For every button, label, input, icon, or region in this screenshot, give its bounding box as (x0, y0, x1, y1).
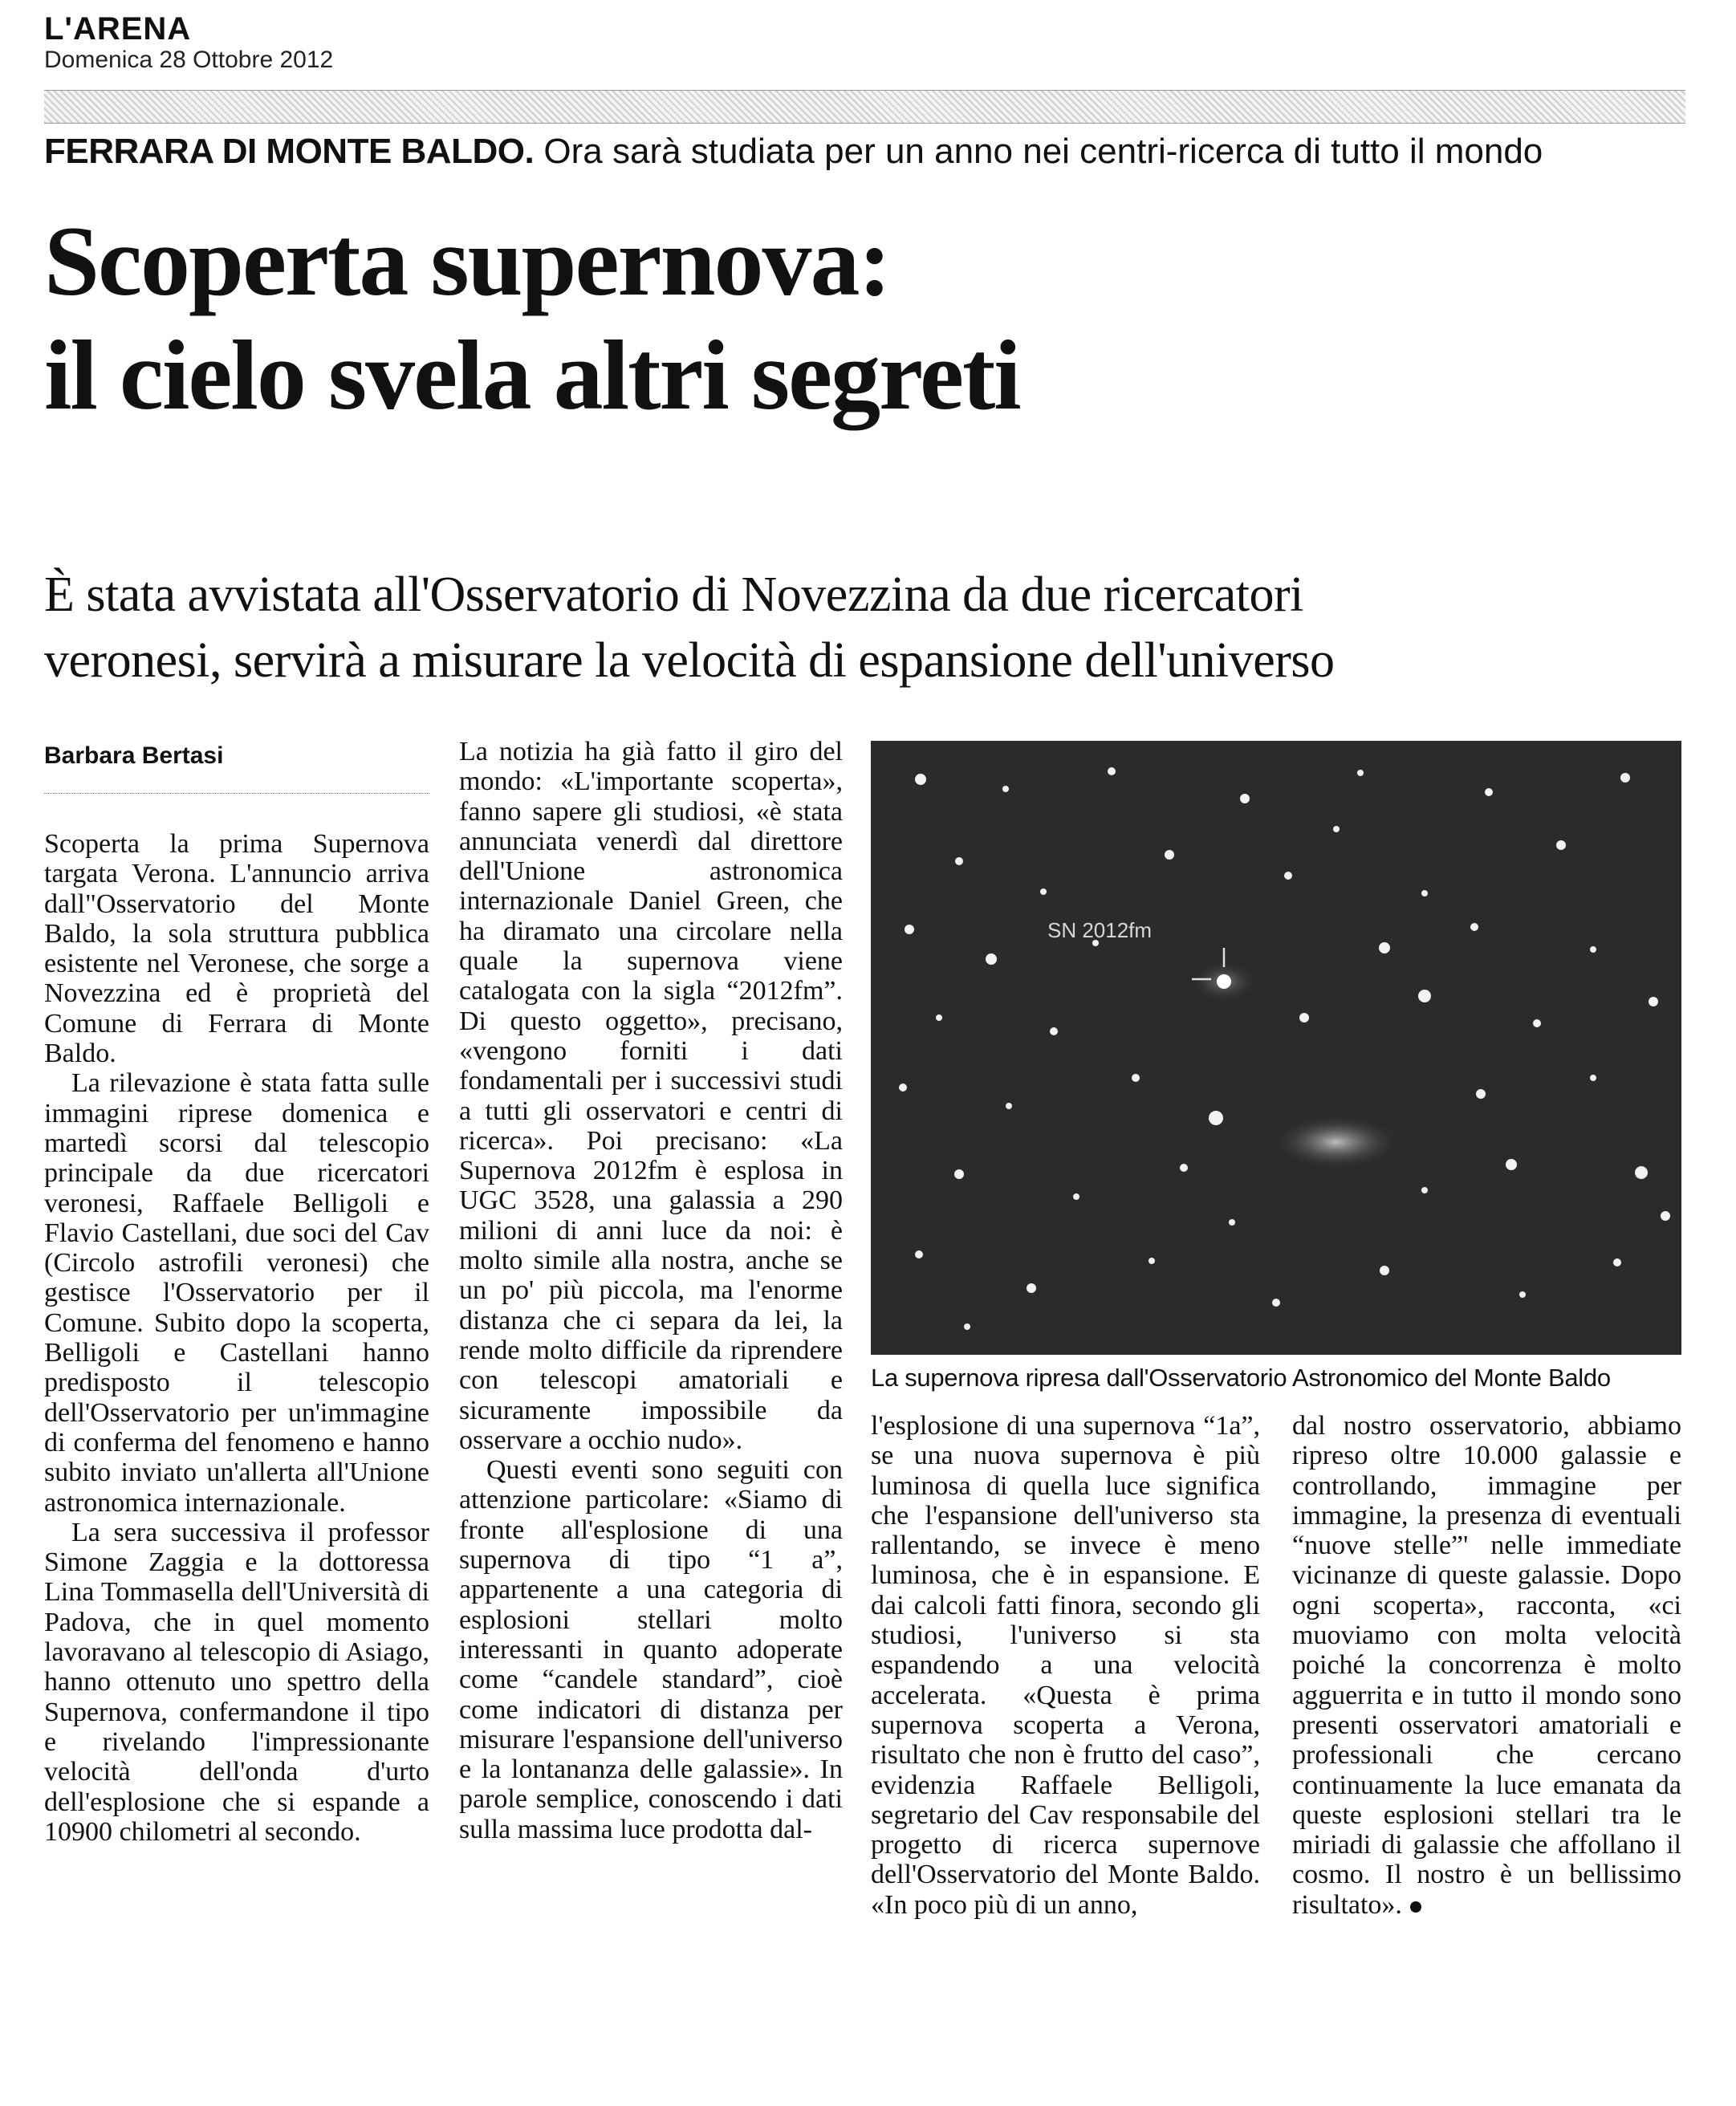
publication-date: Domenica 28 Ottobre 2012 (44, 47, 334, 73)
byline-divider (44, 793, 429, 794)
masthead (44, 11, 333, 74)
author-byline: Barbara Bertasi (44, 742, 224, 769)
paragraph: Scoperta la prima Supernova targata Verona. L'annuncio arriva dall"Osservatorio del Monte Baldo, la sola struttura pubblica esistente nel Veronese, che sorge a Novezzina ed è proprietà del Comune di Ferrara di Monte Baldo. (44, 829, 429, 1069)
article-column-4 (1292, 1411, 1681, 1920)
paragraph-text: dal nostro osservatorio, abbiamo ripreso oltre 10.000 galassie e controllando, immagine per immagine, la presenza di eventuali “nuove stelle”' nelle immediate vicinanze di queste galassie. Dopo ogni scoperta», racconta, «ci muoviamo con molta velocità poiché la concorrenza è molto agguerrita e in tutto il mondo sono presenti osservatori amatoriali e professionali che cercano continuamente la luce emanata da queste esplosioni stellari tra le miriadi di galassie che affollano il cosmo. Il nostro è un bellissimo risultato». (1292, 1411, 1681, 1920)
paragraph: Questi eventi sono seguiti con attenzione particolare: «Siamo di fronte all'esplosione di una supernova di tipo “1 a”, appartenente a una categoria di esplosioni stellari molto interessanti in quanto adoperate come “candele standard”, cioè come indicatori di distanza per misurare l'espansione dell'universo e la lontananza delle galassie». In parole semplice, conoscendo i dati sulla massima luce prodotta dal- (459, 1455, 843, 1844)
end-of-article-mark (1410, 1901, 1421, 1913)
headline (44, 205, 1722, 433)
supernova-point (1217, 974, 1231, 989)
subheadline-line-1: È stata avvistata all'Osservatorio di Novezzina da due ricercatori (44, 567, 1303, 622)
kicker-place: FERRARA DI MONTE BALDO. (44, 132, 535, 171)
headline-line-2: il cielo svela altri segreti (44, 320, 1020, 430)
supernova-photo (871, 741, 1681, 1355)
article-column-1 (44, 829, 429, 1847)
galaxy-ugc-3528 (1272, 1115, 1401, 1169)
paragraph (1292, 1411, 1681, 1920)
subheadline (44, 562, 1714, 693)
photo-caption: La supernova ripresa dall'Osservatorio Astronomico del Monte Baldo (871, 1364, 1611, 1392)
paragraph: La rilevazione è stata fatta sulle immagini riprese domenica e martedì scorsi dal telescopio principale da due ricercatori veronesi, Raffaele Belligoli e Flavio Castellani, due soci del Cav (Circolo astrofili veronesi) che gestisce l'Osservatorio per il Comune. Subito dopo la scoperta, Belligoli e Castellani hanno predisposto il telescopio dell'Osservatorio per un'immagine di conferma del fenomeno e hanno subito inviato un'allerta all'Unione astronomica internazionale. (44, 1068, 429, 1518)
supernova-label: SN 2012fm (1047, 918, 1153, 942)
byline-block (44, 740, 429, 794)
paragraph: La sera successiva il professor Simone Zaggia e la dottoressa Lina Tommasella dell'Università di Padova, che in quel momento lavoravano al telescopio di Asiago, hanno ottenuto uno spettro della Supernova, confermandone il tipo e rivelando l'impressionante velocità dell'onda d'urto dell'esplosione che si espande a 10900 chilometri al secondo. (44, 1517, 429, 1847)
kicker-text: Ora sarà studiata per un anno nei centri-ricerca di tutto il mondo (543, 132, 1543, 171)
kicker (44, 127, 1722, 177)
subheadline-line-2: veronesi, servirà a misurare la velocità di espansione dell'universo (44, 633, 1335, 688)
decorative-rule-band (44, 90, 1685, 124)
paragraph: l'esplosione di una supernova “1a”, se una nuova supernova è più luminosa di quella luce significa che l'espansione dell'universo sta rallentando, se invece è meno luminosa, che è in espansione. E dai calcoli fatti finora, secondo gli studiosi, l'universo si sta espandendo a una velocità accelerata. «Questa è prima supernova scoperta a Verona, risultato che non è frutto del caso”, evidenzia Raffaele Belligoli, segretario del Cav responsabile del progetto di ricerca supernove dell'Osservatorio del Monte Baldo. «In poco più di un anno, (871, 1411, 1260, 1920)
newspaper-name: L'ARENA (44, 11, 192, 47)
headline-line-1: Scoperta supernova: (44, 206, 890, 316)
star-field-image (871, 741, 1681, 1355)
article-column-2 (459, 737, 843, 1844)
paragraph: La notizia ha già fatto il giro del mondo: «L'importante scoperta», fanno sapere gli studiosi, «è stata annunciata venerdì dal direttore dell'Unione astronomica internazionale Daniel Green, che ha diramato una circolare nella quale la supernova viene catalogata con la sigla “2012fm”. Di questo oggetto», precisano, «vengono forniti i dati fondamentali per i successivi studi a tutti gli osservatori e centri di ricerca». Poi precisano: «La Supernova 2012fm è esplosa in UGC 3528, una galassia a 290 milioni di anni luce da noi: è molto simile alla nostra, anche se un po' più piccola, ma l'enorme distanza che ci separa da lei, la rende molto difficile da riprendere con telescopi amatoriali e sicuramente impossibile da osservare a occhio nudo». (459, 737, 843, 1455)
article-column-3 (871, 1411, 1260, 1920)
